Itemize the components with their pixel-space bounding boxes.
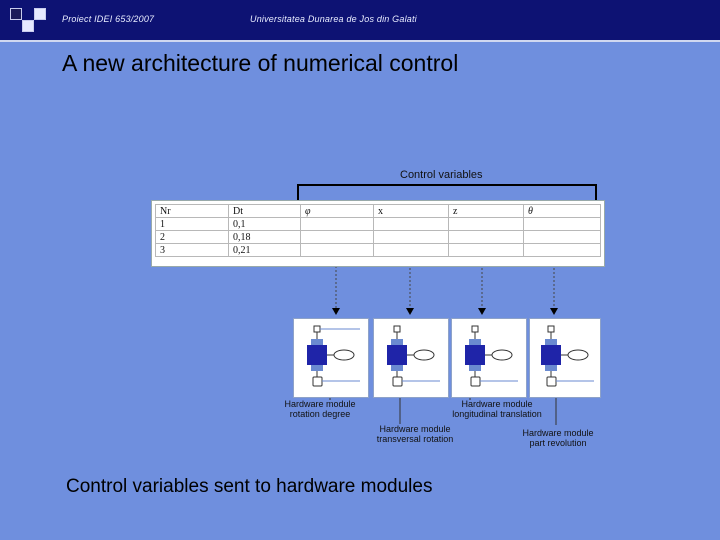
table-cell — [524, 244, 601, 257]
page-title: A new architecture of numerical control — [62, 50, 459, 76]
table-cell: 1 — [156, 218, 229, 231]
hardware-module-panel — [529, 318, 601, 398]
hardware-module-diagram — [374, 319, 448, 397]
bracket-label: Control variables — [400, 169, 483, 181]
table-row — [156, 244, 601, 257]
table-cell: 0,18 — [229, 231, 301, 244]
hardware-module-panel — [451, 318, 527, 398]
table-cell — [449, 231, 524, 244]
table-header-cell: Nr — [156, 205, 229, 218]
table-cell — [301, 218, 374, 231]
module-label-rotation-degree: Hardware module rotation degree — [284, 399, 356, 419]
module-label-longitudinal-translation: Hardware module longitudinal translation — [452, 399, 542, 419]
header-university: Universitatea Dunarea de Jos din Galati — [250, 14, 417, 24]
table-cell: 0,1 — [229, 218, 301, 231]
table-header-cell: z — [449, 205, 524, 218]
table-header-cell: φ — [301, 205, 374, 218]
hardware-module-panel — [293, 318, 369, 398]
table-cell — [524, 231, 601, 244]
table-cell — [301, 244, 374, 257]
table-cell: 3 — [156, 244, 229, 257]
table-header-cell: x — [374, 205, 449, 218]
table-header-row — [156, 205, 601, 218]
module-label-part-revolution: Hardware module part revolution — [522, 428, 594, 448]
table-cell — [524, 218, 601, 231]
table-cell — [374, 218, 449, 231]
control-variables-table — [155, 204, 601, 257]
slide-caption: Control variables sent to hardware modules — [66, 476, 433, 497]
module-label-transversal-rotation: Hardware module transversal rotation — [376, 424, 454, 444]
table-row — [156, 231, 601, 244]
table-cell: 2 — [156, 231, 229, 244]
hardware-module-panel — [373, 318, 449, 398]
hardware-module-diagram — [530, 319, 600, 397]
table-cell — [374, 231, 449, 244]
table-cell — [449, 244, 524, 257]
table-cell — [374, 244, 449, 257]
table-cell — [449, 218, 524, 231]
hardware-module-diagram — [452, 319, 526, 397]
table-cell: 0,21 — [229, 244, 301, 257]
table-header-cell: θ — [524, 205, 601, 218]
table-row — [156, 218, 601, 231]
table-header-cell: Dt — [229, 205, 301, 218]
control-table-panel — [151, 200, 605, 267]
table-cell — [301, 231, 374, 244]
header-project: Proiect IDEI 653/2007 — [62, 14, 155, 24]
hardware-module-diagram — [294, 319, 368, 397]
